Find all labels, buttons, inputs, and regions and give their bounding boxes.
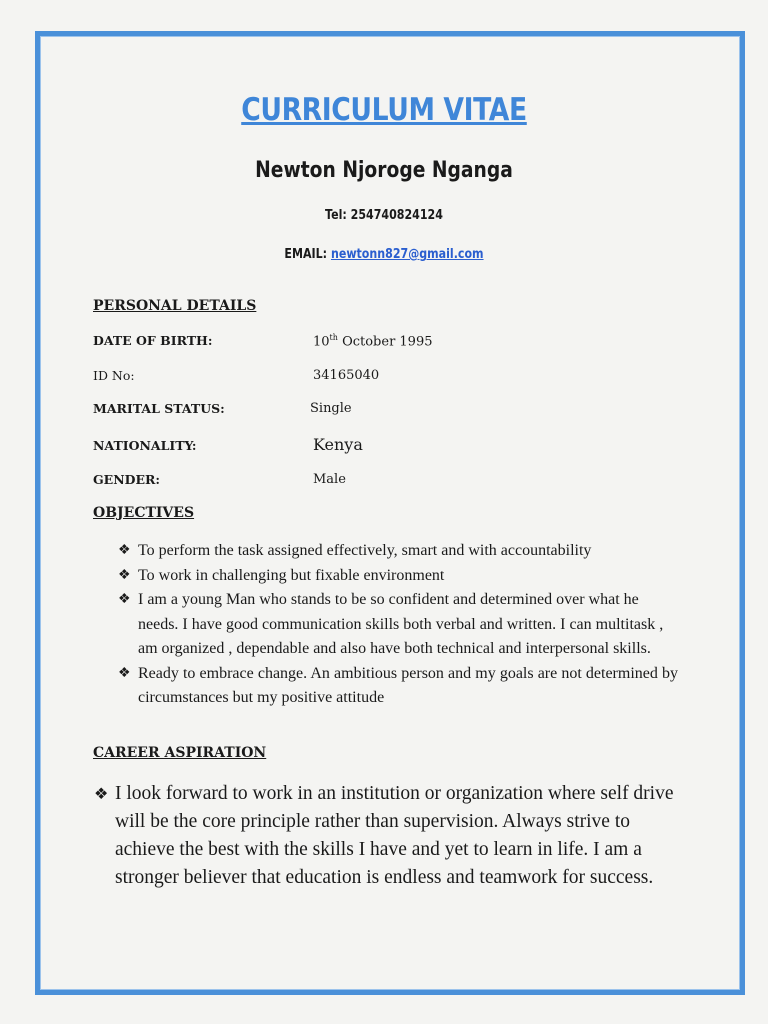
id-label: ID No:	[93, 368, 135, 383]
dob-day: 10	[313, 334, 330, 350]
dob-label: DATE OF BIRTH:	[93, 333, 213, 348]
career-aspiration-text: I look forward to work in an institution or organization where self drive will be the core principle rather than supervision. Always strive to achieve the best with the skills I have and yet to learn in life. I am a stronger believer that education is endless and teamwork for success.	[115, 783, 674, 888]
dob-month-year: October 1995	[342, 334, 433, 350]
objective-text: I am a young Man who stands to be so confident and determined over what he needs. I have good communication skills both verbal and written. I can multitask , am organized , dependable and also have both technical and interpersonal skills.	[138, 591, 664, 657]
gender-value: Male	[313, 472, 346, 487]
marital-status-label: MARITAL STATUS:	[93, 401, 225, 416]
email-line	[58, 247, 711, 262]
document-title: CURRICULUM VITAE	[241, 92, 527, 128]
gender-label: GENDER:	[93, 472, 160, 487]
applicant-name: Newton Njoroge Nganga	[255, 158, 513, 183]
diamond-bullet-icon: ❖	[118, 592, 131, 607]
career-aspiration-heading: CAREER ASPIRATION	[93, 745, 267, 761]
personal-details-heading: PERSONAL DETAILS	[93, 298, 257, 314]
marital-status-value: Single	[310, 401, 352, 416]
dob-ordinal: th	[329, 333, 338, 342]
list-item	[118, 539, 678, 564]
dob-value	[313, 333, 433, 349]
diamond-bullet-icon: ❖	[94, 786, 109, 803]
email-label: EMAIL:	[284, 247, 331, 262]
list-item	[94, 780, 694, 892]
id-value: 34165040	[313, 368, 380, 383]
list-item	[118, 588, 678, 662]
telephone: Tel: 254740824124	[325, 208, 443, 223]
nationality-label: NATIONALITY:	[93, 438, 197, 453]
objective-text: To work in challenging but fixable environment	[138, 566, 445, 584]
diamond-bullet-icon: ❖	[118, 567, 131, 583]
nationality-value: Kenya	[313, 435, 363, 454]
diamond-bullet-icon: ❖	[118, 665, 131, 681]
list-item	[118, 564, 678, 589]
objective-text: Ready to embrace change. An ambitious person and my goals are not determined by circumstances but my positive attitude	[138, 664, 678, 706]
list-item	[118, 662, 678, 711]
email-link[interactable]: newtonn827@gmail.com	[330, 247, 484, 262]
objective-text: To perform the task assigned effectively, smart and with accountability	[138, 542, 592, 559]
career-aspiration-list	[94, 780, 694, 892]
objectives-heading: OBJECTIVES	[93, 505, 195, 521]
diamond-bullet-icon: ❖	[118, 543, 131, 558]
objectives-list	[118, 539, 678, 711]
